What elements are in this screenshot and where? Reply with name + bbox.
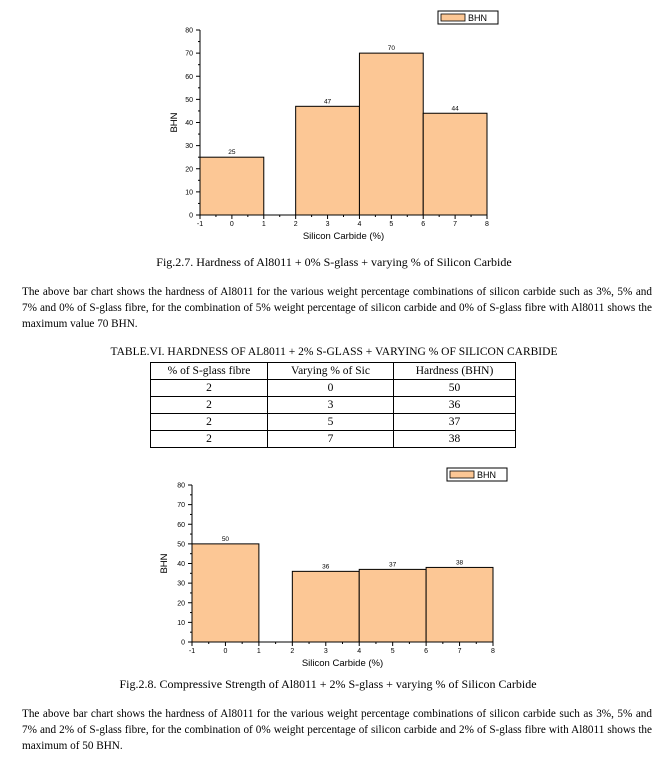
data-label: 70 — [387, 45, 395, 53]
paragraph-1: The above bar chart shows the hardness of Al8011 for the various weight percentage combinations of silicon carbide such as 3%, 5% and 7% and 0% of S-glass fibre, for the combination of 5% weight percentage of silicon carbide and 0% of S-glass fibre with Al8011 shows the maximum value 70 BHN. — [22, 286, 652, 330]
data-label: 37 — [389, 561, 397, 569]
x-tick-label: -1 — [196, 221, 204, 228]
x-axis-label: Silicon Carbide (%) — [301, 658, 384, 669]
x-tick-label: 6 — [421, 221, 426, 228]
legend-label: BHN — [468, 13, 488, 23]
table-cell: 2 — [151, 380, 268, 397]
table-header-hardness: Hardness (BHN) — [394, 363, 516, 380]
table-cell: 5 — [268, 414, 394, 431]
paragraph-2: The above bar chart shows the hardness of Al8011 for the various weight percentage combinations of silicon carbide such as 3%, 5% and 7% and 2% of S-glass fibre, for the combination of 0% weight percentage of silicon carbide and 2% of S-glass fibre with Al8011 shows the maximum of 50 BHN. — [22, 708, 652, 752]
x-tick-label: 2 — [293, 221, 298, 228]
x-tick-label: 4 — [357, 648, 362, 655]
data-label: 25 — [228, 149, 236, 157]
x-axis-label: Silicon Carbide (%) — [302, 231, 385, 242]
table-header-sic: Varying % of Sic — [268, 363, 394, 380]
x-tick-label: 1 — [256, 648, 261, 655]
x-tick-label: 1 — [261, 221, 266, 228]
y-tick-label: 70 — [185, 50, 193, 58]
x-tick-label: 0 — [229, 221, 234, 228]
table-cell: 50 — [394, 380, 516, 397]
legend-swatch — [450, 471, 474, 478]
table-title: TABLE.VI. HARDNESS OF AL8011 + 2% S-GLASS + VARYING % OF SILICON CARBIDE — [110, 346, 558, 358]
x-tick-label: 8 — [491, 648, 495, 655]
x-tick-label: 2 — [290, 648, 295, 655]
data-label: 38 — [455, 559, 464, 567]
y-axis-label: BHN — [159, 553, 170, 574]
x-tick-label: 5 — [390, 648, 395, 655]
y-tick-label: 0 — [189, 212, 193, 220]
y-tick-label: 20 — [185, 166, 193, 174]
table-cell: 0 — [268, 380, 394, 397]
x-tick-label: 5 — [389, 221, 394, 228]
y-tick-label: 40 — [185, 120, 193, 127]
data-label: 50 — [221, 535, 230, 543]
x-tick-label: 0 — [223, 648, 228, 655]
y-tick-label: 20 — [177, 600, 185, 608]
y-tick-label: 80 — [185, 27, 193, 35]
x-tick-label: 8 — [485, 221, 489, 228]
x-tick-label: 3 — [325, 221, 330, 228]
y-tick-label: 30 — [185, 143, 193, 151]
legend-label: BHN — [477, 470, 497, 480]
x-tick-label: 7 — [457, 648, 462, 655]
x-tick-label: 3 — [323, 648, 328, 655]
table-header-sglass: % of S-glass fibre — [151, 363, 268, 380]
table-cell: 2 — [151, 431, 268, 448]
y-tick-label: 80 — [177, 482, 185, 490]
y-tick-label: 0 — [181, 639, 185, 647]
y-tick-label: 40 — [177, 561, 185, 568]
data-label: 44 — [451, 105, 459, 113]
x-tick-label: 7 — [453, 221, 458, 228]
y-tick-label: 30 — [177, 580, 185, 588]
y-tick-label: 70 — [177, 502, 185, 510]
x-tick-label: 6 — [424, 648, 429, 655]
x-tick-label: -1 — [188, 648, 196, 655]
table-cell: 2 — [151, 414, 268, 431]
y-tick-label: 50 — [185, 96, 193, 104]
y-tick-label: 60 — [177, 521, 185, 529]
y-tick-label: 50 — [177, 541, 185, 549]
bar — [292, 571, 359, 642]
figure-2-7-caption: Fig.2.7. Hardness of Al8011 + 0% S-glass + varying % of Silicon Carbide — [156, 255, 512, 269]
table-cell: 38 — [394, 431, 516, 448]
bar — [192, 544, 259, 642]
table-cell: 7 — [268, 431, 394, 448]
y-tick-label: 10 — [177, 619, 185, 627]
y-tick-label: 10 — [185, 189, 193, 197]
table-cell: 36 — [394, 397, 516, 414]
table-cell: 3 — [268, 397, 394, 414]
bar — [426, 567, 493, 642]
table-cell: 2 — [151, 397, 268, 414]
y-axis-label: BHN — [169, 112, 180, 133]
figure-2-8-caption: Fig.2.8. Compressive Strength of Al8011 + 2% S-glass + varying % of Silicon Carbide — [119, 677, 537, 691]
table-cell: 37 — [394, 414, 516, 431]
y-tick-label: 60 — [185, 73, 193, 81]
x-tick-label: 4 — [357, 221, 362, 228]
data-label: 47 — [323, 98, 332, 106]
data-label: 36 — [322, 563, 330, 571]
bar — [359, 569, 426, 642]
